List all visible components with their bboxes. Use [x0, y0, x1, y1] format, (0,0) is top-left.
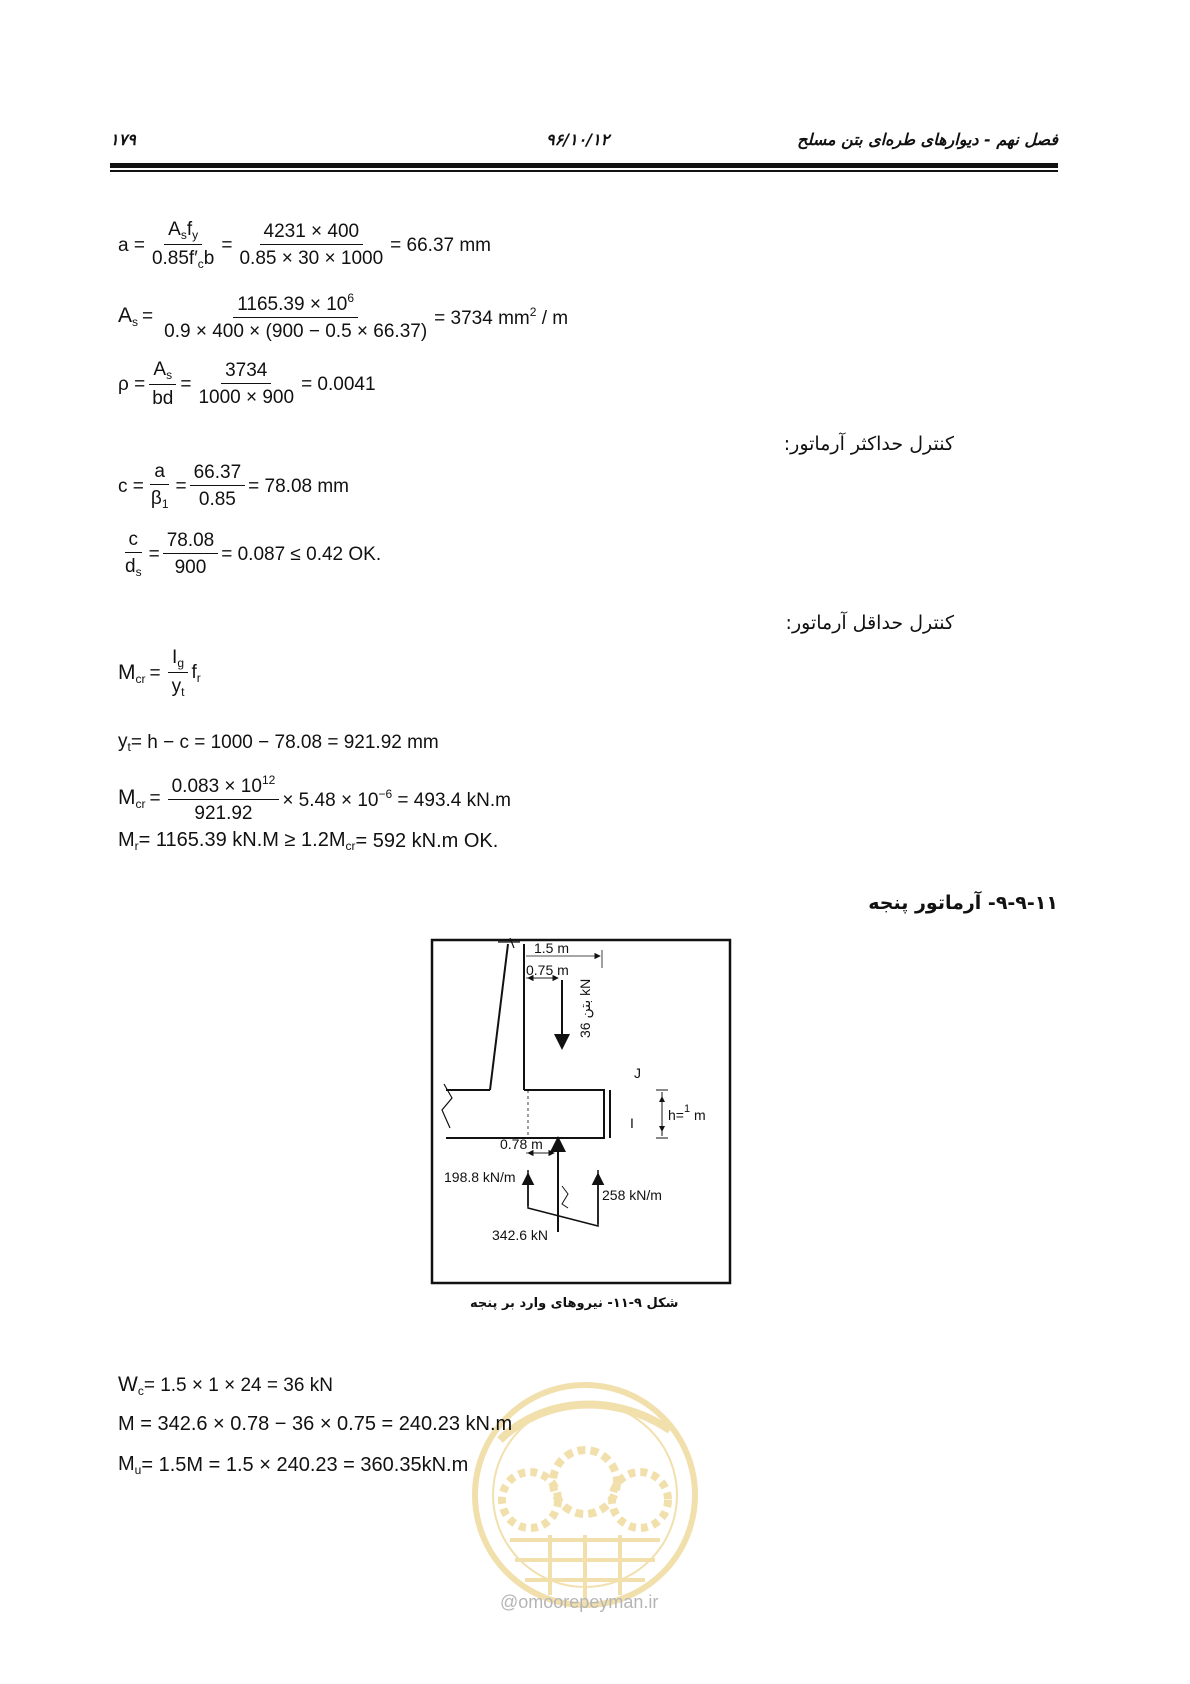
- equation-c: c = $\frac{a}{\beta_1}$ = $\frac{66.37}{0.85}$ = 78.08 mm: [118, 461, 350, 511]
- section-title: ۹-۹-۱۱- آرماتور پنجه: [868, 892, 1058, 914]
- dim-0-75m: 0.75 m: [526, 962, 569, 978]
- figure-caption: شکل ۹-۱۱- نیروهای وارد بر پنجه: [470, 1296, 679, 1311]
- resultant-label: 342.6 kN: [492, 1227, 549, 1243]
- equation-mcr-definition: $M_{cr}$ = $\frac{I_g}{y_t}$ $f_r$: [118, 647, 201, 699]
- page-number: ۱۷۹: [110, 130, 136, 149]
- equation-m: M = 342.6 × 0.78 − 36 × 0.75 = 240.23 kN.m: [118, 1413, 513, 1435]
- equation-a: a = $\frac{A_sf_y}{0.85f'_cb}$ = $\frac{4231 \times 400}{0.85 \times 30 \times 1000}$ = 66.37 mm: [118, 219, 492, 271]
- label-i: I: [630, 1115, 634, 1131]
- watermark-url: @omoorepeyman.ir: [500, 1592, 659, 1612]
- equation-rho: ρ = $\frac{A_s}{bd}$ = $\frac{3734}{1000 \times 900}$ = 0.0041: [118, 359, 376, 409]
- header-date: ۹۶/۱۰/۱۲: [546, 130, 610, 149]
- pressure-right-label: 258 kN/m: [602, 1187, 662, 1203]
- equation-mr: $M_r$ = 1165.39 $kN.M \ge 1.2M_{cr}$ = 592 kN.m OK.: [118, 829, 499, 853]
- publisher-seal-watermark: [460, 1370, 710, 1620]
- equation-as: $A_s$ = $\frac{1165.39 \times 10^6}{0.9 \times 400 \times (900 - 0.5 \times 66.37)}$ = 3734 $mm^2$ / m: [118, 291, 569, 342]
- concrete-weight-label: بتن 36 kN: [577, 978, 593, 1038]
- dim-0-78m: 0.78 m: [500, 1136, 543, 1152]
- equation-mu: $M_u$ = 1.5M = 1.5 × 240.23 = 360.35kN.m: [118, 1453, 469, 1477]
- equation-yt: $y_t$ = h − c = 1000 − 78.08 = 921.92 mm: [118, 731, 439, 754]
- equation-mcr-value: $M_{cr}$ = $\frac{0.083 \times 10^{12}}{921.92}$ × $5.48 \times 10^{-6} = 493.4$ kN.m: [118, 773, 511, 824]
- equation-wc: $W_c$ = 1.5 × 1 × 24 = 36 kN: [118, 1373, 333, 1398]
- equation-c-over-ds: $\frac{c}{d_s}$ = $\frac{78.08}{900}$ = 0.087 ≤ 0.42 OK.: [125, 529, 382, 579]
- label-j: J: [634, 1065, 641, 1081]
- pressure-left-label: 198.8 kN/m: [444, 1169, 516, 1185]
- max-reinforcement-check-label: کنترل حداکثر آرماتور:: [783, 433, 954, 455]
- h-dimension-label: h=$^1$ m: [668, 1103, 706, 1123]
- chapter-title: فصل نهم - دیوارهای طره‌ای بتن مسلح: [797, 130, 1058, 149]
- toe-forces-figure: [430, 938, 732, 1285]
- header-rule-thin: [110, 170, 1058, 172]
- header-rule-thick: [110, 163, 1058, 168]
- dim-1-5m: 1.5 m: [534, 940, 570, 956]
- min-reinforcement-check-label: کنترل حداقل آرماتور:: [785, 612, 954, 634]
